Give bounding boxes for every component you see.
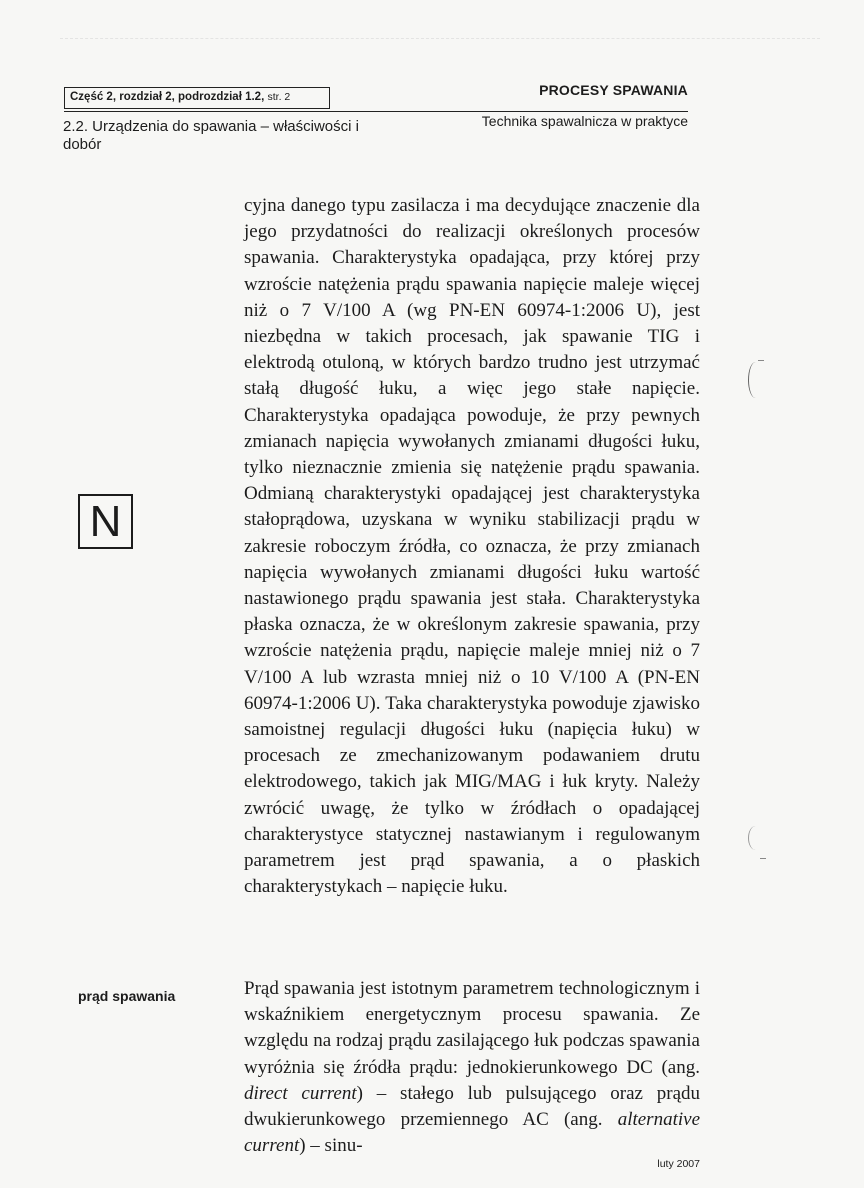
body-paragraph-2 <box>244 976 700 1159</box>
term-alternative-current: alternative current <box>244 1109 700 1157</box>
section-label: Część 2, rozdział 2, podrozdział 1.2, <box>70 91 265 103</box>
category-heading: PROCESY SPAWANIA <box>539 82 688 98</box>
body-paragraph-1: cyjna danego typu zasilacza i ma decydujące znaczenie dla jego przydatności do realizacji określonych procesów spawania. Charakterystyka opadająca, przy której przy wzroście natężenia prądu spawania napięcie maleje więcej niż o 7 V/100 A (wg PN-EN 60974-1:2006 U), jest niezbędna w takich procesach, jak spawanie TIG i elektrodą otuloną, w których bardzo trudno jest utrzymać stałą długość łuku, a więc jego stałe napięcie. Charakterystyka opadająca powoduje, że przy pewnych zmianach napięcia wywołanych zmianami długości łuku, tylko nieznacznie zmienia się natężenie prądu spawania. Odmianą charakterystyki opadającej jest charakterystyka stałoprądowa, uzyskana w wyniku stabilizacji prądu w zakresie roboczym źródła, co oznacza, że przy zmianach napięcia wywołanych zmianami długości łuku wartość nastawionego prądu spawania jest stała. Charakterystyka płaska oznacza, że w określonym zakresie spawania, przy wzroście natężenia prądu, napięcie maleje mniej niż o 7 V/100 A lub wzrasta mniej niż o 10 V/100 A (PN-EN 60974-1:2006 U). Taka charakterystyka powoduje zjawisko samoistnej regulacji długości łuku (napięcia łuku) w procesach ze zmechanizowanym podawaniem drutu elektrodowego, takich jak MIG/MAG i łuk kryty. Należy zwrócić uwagę, że tylko w źródłach o opadającej charakterystyce statycznej nastawianym i regulowanym parametrem jest prąd spawania, a o płaskich charakterystykach – napięcie łuku. <box>244 195 700 898</box>
chapter-title: 2.2. Urządzenia do spawania – właściwości i dobór <box>63 118 359 153</box>
binder-hole-mark <box>748 826 763 850</box>
scan-tick <box>760 858 766 859</box>
term-direct-current: direct current <box>244 1082 357 1104</box>
header-rule <box>64 111 688 112</box>
section-reference-box <box>64 87 330 109</box>
paragraph-2-start: Prąd spawania jest istotnym parametrem technologicznym i wskaźnikiem energetycznym procesu spawania. Ze względu na rodzaj prądu zasilającego łuk podczas spawania wyróżnia się źródła prądu: jednokierunkowego DC (ang. <box>244 978 700 1078</box>
binder-hole-mark <box>748 362 763 398</box>
note-n-icon <box>78 494 133 549</box>
paragraph-2-end: ) – sinu- <box>299 1135 363 1157</box>
page-label: str. 2 <box>267 91 291 103</box>
scan-artifact <box>60 4 820 39</box>
note-icon-letter: N <box>89 496 122 546</box>
scan-tick <box>758 360 764 361</box>
margin-term-label: prąd spawania <box>78 988 176 1004</box>
edition-footer: luty 2007 <box>657 1158 700 1170</box>
paragraph-2-mid: ) – stałego lub pulsującego oraz prądu dwukierunkowego przemiennego AC (ang. <box>244 1082 700 1131</box>
book-title: Technika spawalnicza w praktyce <box>481 113 688 129</box>
